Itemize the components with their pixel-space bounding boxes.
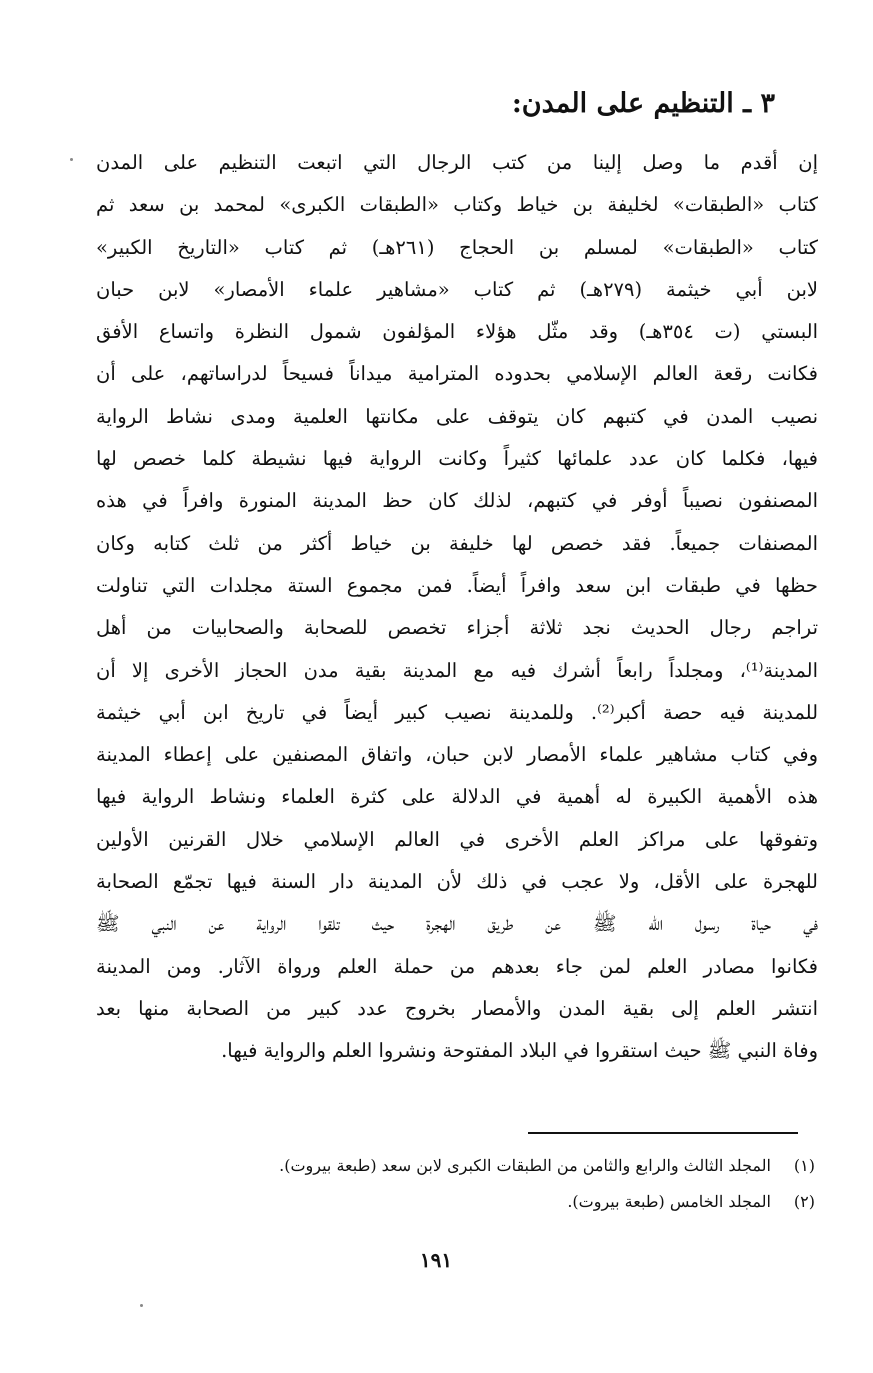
footnote-mark: (٢) xyxy=(793,1192,815,1211)
paragraph-line: للمدينة فيه حصة أكبر⁽²⁾. وللمدينة نصيب كبير أيضاً في تاريخ ابن أبي خيثمة xyxy=(96,700,818,724)
paragraph-line: فكانوا مصادر العلم لمن جاء بعدهم من حملة العلم ورواة الآثار. ومن المدينة xyxy=(96,954,818,978)
paragraph-line: وفي كتاب مشاهير علماء الأمصار لابن حبان، واتفاق المصنفين على إعطاء المدينة xyxy=(96,743,818,767)
paragraph-line: إن أقدم ما وصل إلينا من كتب الرجال التي اتبعت التنظيم على المدن xyxy=(96,151,818,174)
paragraph-line: لابن أبي خيثمة (٢٧٩هـ) ثم كتاب «مشاهير علماء الأمصار» لابن حبان xyxy=(96,277,818,301)
paragraph-line: وتفوقها على مراكز العلم الأخرى في العالم الإسلامي خلال القرنين الأولين xyxy=(96,827,818,851)
scan-speck xyxy=(140,1304,143,1307)
paragraph-line: نصيب المدن في كتبهم كان يتوقف على مكانتها العلمية ومدى نشاط الرواية xyxy=(96,404,818,428)
paragraph-line: البستي (ت ٣٥٤هـ) وقد مثّل هؤلاء المؤلفون شمول النظرة واتساع الأفق xyxy=(96,320,818,344)
page-number: ١٩١ xyxy=(419,1248,453,1272)
paragraph-line: حظها في طبقات ابن سعد وافراً أيضاً. فمن مجموع الستة مجلدات التي تناولت xyxy=(96,573,818,597)
paragraph-line: فيها، فكلما كان عدد علمائها كثيراً وكانت الرواية فيها نشيطة كلما خصص لها xyxy=(96,447,818,471)
footnote-mark: (١) xyxy=(793,1156,815,1175)
paragraph-line: كتاب «الطبقات» لمسلم بن الحجاج (٢٦١هـ) ثم كتاب «التاريخ الكبير» xyxy=(96,235,818,259)
section-heading: ٣ ـ التنظيم على المدن: xyxy=(511,88,775,119)
paragraph-line: وفاة النبي ﷺ حيث استقروا في البلاد المفتوحة ونشروا العلم والرواية فيها. xyxy=(221,1039,818,1063)
paragraph-line: المصنفات جميعاً. فقد خصص لها خليفة بن خياط أكثر من ثلث كتابه وكان xyxy=(96,531,818,555)
footnotes xyxy=(115,1148,815,1220)
paragraph-line: المدينة⁽¹⁾، ومجلداً رابعاً أشرك فيه مع المدينة بقية مدن الحجاز الأخرى إلا أن xyxy=(96,658,818,682)
paragraph-line: المصنفون نصيباً أوفر في كتبهم، لذلك كان حظ المدينة المنورة وافراً في هذه xyxy=(96,489,818,513)
paragraph-line: فكانت رقعة العالم الإسلامي بحدوده المترامية ميداناً فسيحاً لدراساتهم، على أن xyxy=(96,362,818,386)
footnote-text: المجلد الخامس (طبعة بيروت). xyxy=(567,1192,771,1211)
paragraph-line: في حياة رسول الله ﷺ عن طريق الهجرة حيث تلقوا الرواية عن النبي ﷺ xyxy=(96,912,818,936)
footnote-item xyxy=(115,1184,815,1220)
scan-speck xyxy=(70,158,73,161)
footnote-text: المجلد الثالث والرابع والثامن من الطبقات الكبرى لابن سعد (طبعة بيروت). xyxy=(279,1156,771,1175)
paragraph-line: للهجرة على الأقل، ولا عجب في ذلك لأن المدينة دار السنة فيها تجمّع الصحابة xyxy=(96,870,818,894)
footnote-separator xyxy=(528,1132,798,1134)
paragraph-line: كتاب «الطبقات» لخليفة بن خياط وكتاب «الطبقات الكبرى» لمحمد بن سعد ثم xyxy=(96,193,818,217)
paragraph-line: تراجم رجال الحديث نجد ثلاثة أجزاء تخصص للصحابة والصحابيات من أهل xyxy=(96,616,818,640)
body-paragraph xyxy=(96,142,818,1073)
footnote-item xyxy=(115,1148,815,1184)
paragraph-line: انتشر العلم إلى بقية المدن والأمصار بخروج عدد كبير من الصحابة منها بعد xyxy=(96,996,818,1020)
paragraph-line: هذه الأهمية الكبيرة له أهمية في الدلالة على كثرة العلماء ونشاط الرواية فيها xyxy=(96,785,818,809)
